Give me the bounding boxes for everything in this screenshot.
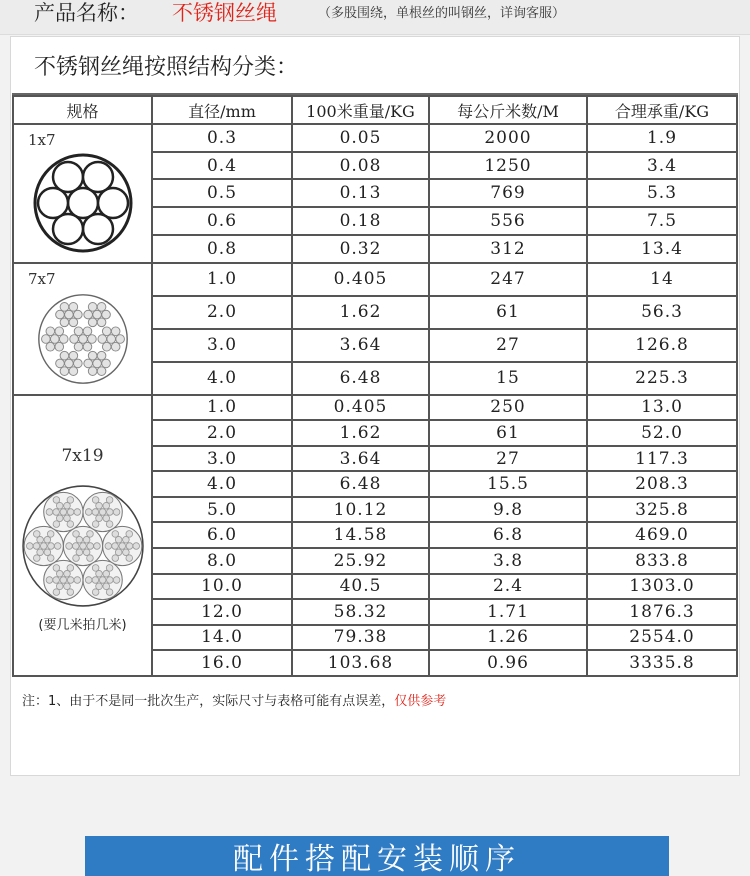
- col-header-load: 合理承重/KG: [587, 96, 737, 124]
- cell-weight: 79.38: [292, 625, 429, 651]
- cell-load: 13.4: [587, 235, 737, 263]
- cell-diameter: 8.0: [152, 548, 292, 574]
- col-header-diameter: 直径/mm: [152, 96, 292, 124]
- table-header-row: [13, 96, 737, 124]
- cell-weight: 1.62: [292, 420, 429, 446]
- cell-weight: 6.48: [292, 362, 429, 395]
- cell-weight: 0.13: [292, 179, 429, 207]
- cell-diameter: 5.0: [152, 497, 292, 523]
- section-title: 不锈钢丝绳按照结构分类：: [34, 55, 299, 80]
- col-header-weight: 100米重量/KG: [292, 96, 429, 124]
- spec-note: (要几米拍几米): [38, 617, 127, 633]
- cell-weight: 1.62: [292, 296, 429, 329]
- cell-meters-per-kg: 312: [429, 235, 587, 263]
- cell-diameter: 2.0: [152, 420, 292, 446]
- cell-diameter: 2.0: [152, 296, 292, 329]
- cell-meters-per-kg: 247: [429, 263, 587, 296]
- spec-label: 7x19: [61, 445, 104, 466]
- cell-meters-per-kg: 9.8: [429, 497, 587, 523]
- cell-diameter: 12.0: [152, 599, 292, 625]
- cell-meters-per-kg: 250: [429, 395, 587, 421]
- cell-load: 13.0: [587, 395, 737, 421]
- footnote: [22, 692, 446, 712]
- cell-weight: 0.405: [292, 263, 429, 296]
- cell-load: 5.3: [587, 179, 737, 207]
- footnote-text: 注：1、由于不是同一批次生产，实际尺寸与表格可能有点误差，: [22, 694, 395, 709]
- cell-load: 117.3: [587, 446, 737, 472]
- cell-load: 1876.3: [587, 599, 737, 625]
- cell-meters-per-kg: 27: [429, 329, 587, 362]
- cell-diameter: 1.0: [152, 263, 292, 296]
- product-name-value: 不锈钢丝绳: [172, 1, 277, 25]
- cell-weight: 0.08: [292, 152, 429, 180]
- cell-load: 325.8: [587, 497, 737, 523]
- cell-weight: 0.405: [292, 395, 429, 421]
- product-header: [0, 0, 750, 35]
- cell-meters-per-kg: 2000: [429, 124, 587, 152]
- product-name-label: 产品名称：: [34, 1, 139, 25]
- cell-load: 126.8: [587, 329, 737, 362]
- cell-diameter: 0.3: [152, 124, 292, 152]
- cell-meters-per-kg: 3.8: [429, 548, 587, 574]
- cell-weight: 6.48: [292, 471, 429, 497]
- col-header-spec: 规格: [13, 96, 152, 124]
- cell-load: 56.3: [587, 296, 737, 329]
- cell-weight: 58.32: [292, 599, 429, 625]
- cell-weight: 10.12: [292, 497, 429, 523]
- cell-diameter: 4.0: [152, 362, 292, 395]
- cell-diameter: 10.0: [152, 574, 292, 600]
- cell-meters-per-kg: 556: [429, 207, 587, 235]
- wire-rope-7x19-icon: [21, 484, 145, 608]
- spec-table: [12, 95, 738, 677]
- cell-meters-per-kg: 61: [429, 420, 587, 446]
- footnote-highlight: 仅供参考: [394, 694, 447, 709]
- cell-diameter: 6.0: [152, 522, 292, 548]
- table-row: [13, 395, 737, 421]
- col-header-meters-per-kg: 每公斤米数/M: [429, 96, 587, 124]
- cell-load: 469.0: [587, 522, 737, 548]
- cell-weight: 40.5: [292, 574, 429, 600]
- wire-rope-7x7-icon: [36, 292, 130, 386]
- cell-load: 833.8: [587, 548, 737, 574]
- cell-load: 2554.0: [587, 625, 737, 651]
- cell-load: 14: [587, 263, 737, 296]
- cell-load: 225.3: [587, 362, 737, 395]
- cell-diameter: 0.6: [152, 207, 292, 235]
- wire-rope-1x7-icon: [33, 153, 133, 253]
- cell-load: 52.0: [587, 420, 737, 446]
- cell-load: 208.3: [587, 471, 737, 497]
- cell-load: 7.5: [587, 207, 737, 235]
- cell-meters-per-kg: 27: [429, 446, 587, 472]
- cell-meters-per-kg: 0.96: [429, 650, 587, 676]
- cell-load: 1.9: [587, 124, 737, 152]
- spec-cell: [13, 124, 152, 263]
- spec-cell: [13, 395, 152, 676]
- cell-diameter: 16.0: [152, 650, 292, 676]
- cell-meters-per-kg: 61: [429, 296, 587, 329]
- cell-weight: 0.05: [292, 124, 429, 152]
- cell-load: 3335.8: [587, 650, 737, 676]
- cell-meters-per-kg: 1.71: [429, 599, 587, 625]
- cell-meters-per-kg: 15.5: [429, 471, 587, 497]
- cell-load: 3.4: [587, 152, 737, 180]
- cell-weight: 0.32: [292, 235, 429, 263]
- cell-weight: 14.58: [292, 522, 429, 548]
- cell-diameter: 1.0: [152, 395, 292, 421]
- cell-diameter: 0.4: [152, 152, 292, 180]
- cell-meters-per-kg: 1250: [429, 152, 587, 180]
- cell-weight: 103.68: [292, 650, 429, 676]
- cell-meters-per-kg: 2.4: [429, 574, 587, 600]
- section-banner: 配件搭配安装顺序: [85, 836, 669, 876]
- cell-diameter: 4.0: [152, 471, 292, 497]
- product-note: （多股围绕，单根丝的叫钢丝，详询客服）: [318, 6, 566, 21]
- cell-meters-per-kg: 6.8: [429, 522, 587, 548]
- cell-diameter: 3.0: [152, 446, 292, 472]
- table-row: [13, 263, 737, 296]
- cell-meters-per-kg: 769: [429, 179, 587, 207]
- cell-meters-per-kg: 15: [429, 362, 587, 395]
- cell-diameter: 14.0: [152, 625, 292, 651]
- cell-weight: 3.64: [292, 329, 429, 362]
- cell-weight: 0.18: [292, 207, 429, 235]
- spec-label: 7x7: [28, 269, 56, 288]
- spec-label: 1x7: [28, 131, 56, 149]
- cell-diameter: 0.5: [152, 179, 292, 207]
- cell-diameter: 3.0: [152, 329, 292, 362]
- spec-cell: [13, 263, 152, 395]
- cell-diameter: 0.8: [152, 235, 292, 263]
- cell-weight: 3.64: [292, 446, 429, 472]
- cell-meters-per-kg: 1.26: [429, 625, 587, 651]
- table-row: [13, 124, 737, 152]
- cell-load: 1303.0: [587, 574, 737, 600]
- cell-weight: 25.92: [292, 548, 429, 574]
